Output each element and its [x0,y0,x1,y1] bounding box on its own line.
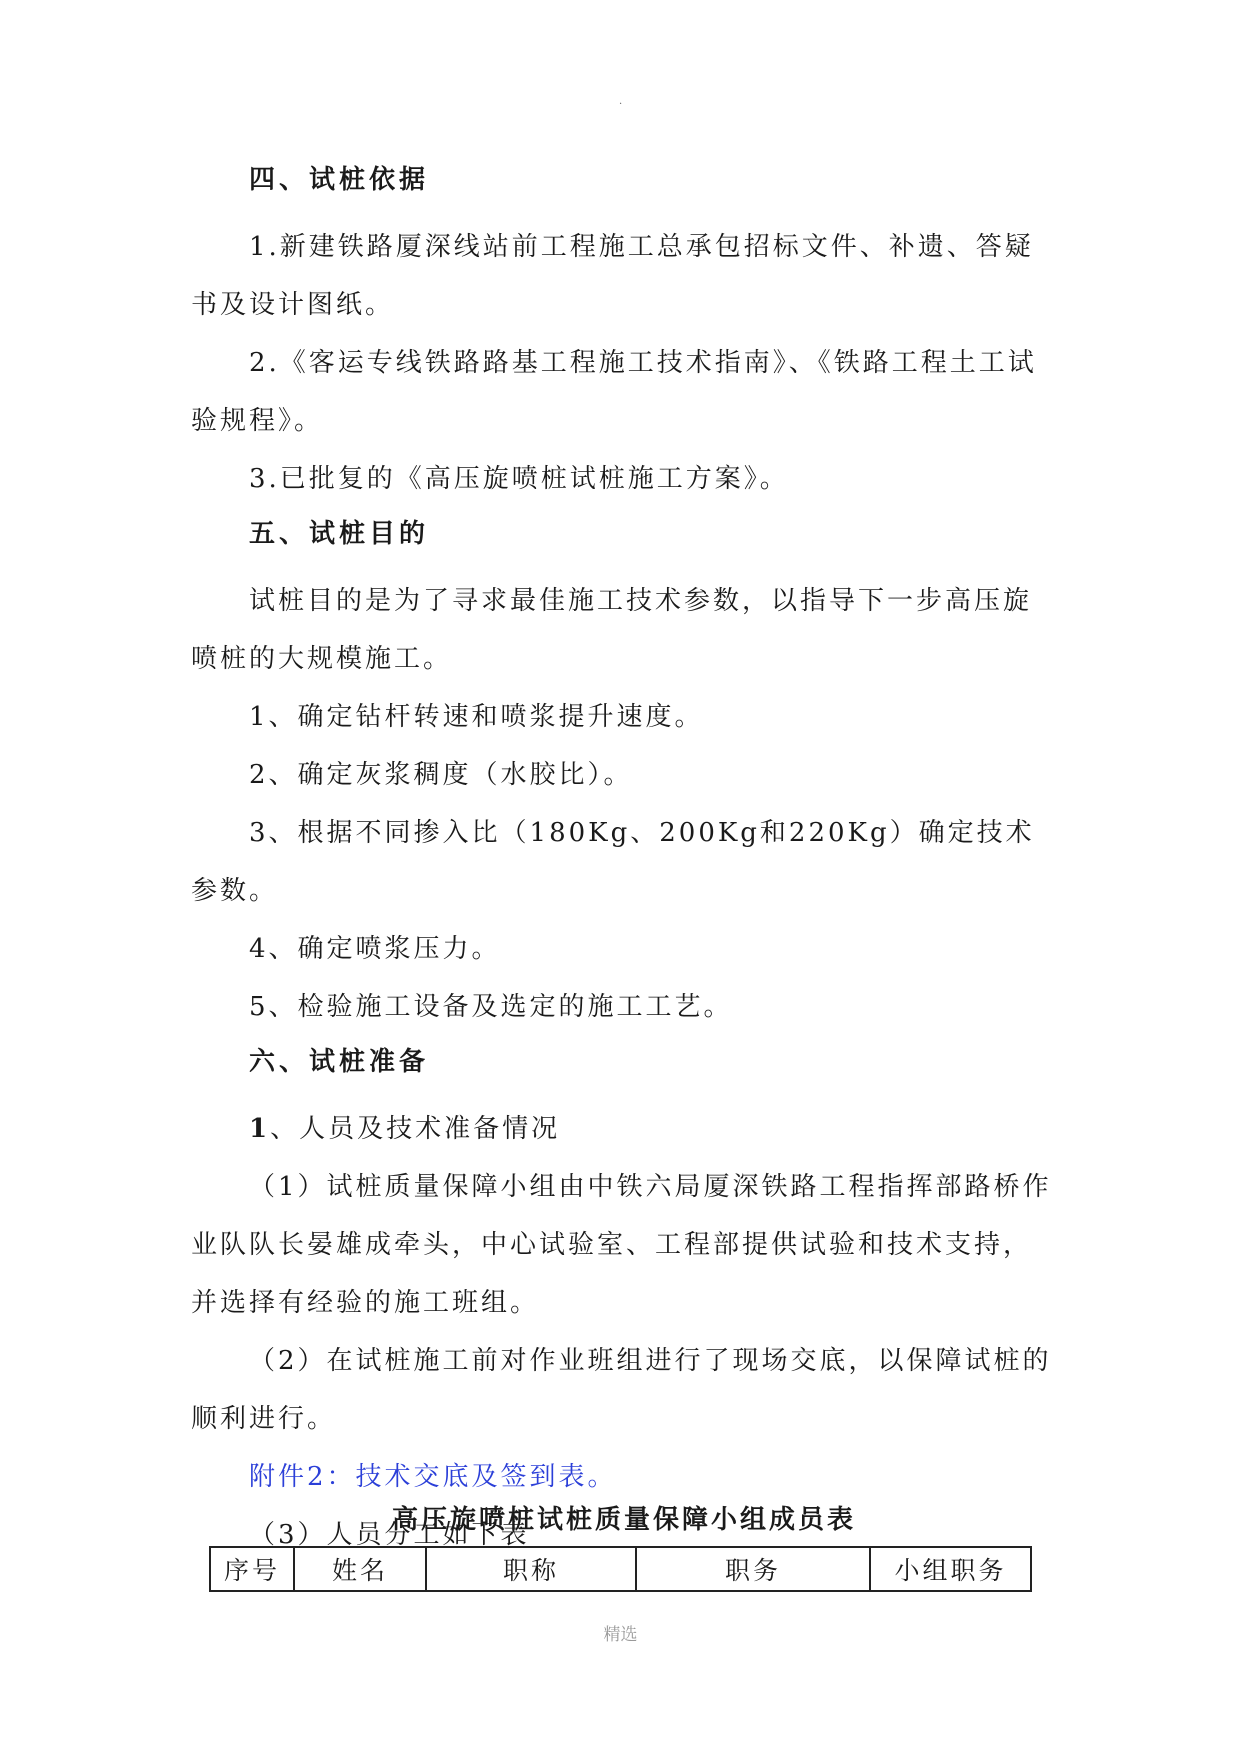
header-cell-group-role: 小组职务 [870,1547,1031,1591]
header-cell-index: 序号 [210,1547,294,1591]
page-top-mark: . [619,96,623,107]
subheading-text: 、人员及技术准备情况 [270,1114,561,1144]
section-heading-purpose: 五、试桩目的 [249,519,430,549]
purpose-item-2: 2、确定灰浆稠度（水胶比）。 [249,760,633,790]
purpose-item-3: 3、根据不同掺入比（180Kg、200Kg和220Kg）确定技术参数。 [191,818,1035,906]
document-body [191,160,1057,1564]
purpose-item-1: 1、确定钻杆转速和喷浆提升速度。 [249,702,704,732]
staff-note: （3）人员分工如下表 [249,1520,530,1550]
header-cell-title: 职称 [426,1547,636,1591]
basis-item-2: 2.《客运专线铁路路基工程施工技术指南》、《铁路工程土工试验规程》。 [191,348,1037,436]
table-header-row [210,1547,1031,1591]
purpose-item-4: 4、确定喷浆压力。 [249,934,501,964]
basis-item-1: 1.新建铁路厦深线站前工程施工总承包招标文件、补遗、答疑书及设计图纸。 [191,232,1034,320]
header-cell-position: 职务 [636,1547,870,1591]
table-title: 高压旋喷桩试桩质量保障小组成员表 [391,1505,856,1535]
purpose-item-5: 5、检验施工设备及选定的施工工艺。 [249,992,733,1022]
basis-item-3: 3.已批复的《高压旋喷桩试桩施工方案》。 [249,464,789,494]
members-table [209,1546,1032,1592]
page-footer: 精选 [603,1625,638,1645]
section-heading-preparation: 六、试桩准备 [249,1047,430,1077]
preparation-item-2: （2）在试桩施工前对作业班组进行了现场交底，以保障试桩的顺利进行。 [191,1346,1052,1434]
section-heading-basis: 四、试桩依据 [249,165,430,195]
preparation-subheading [191,1100,1057,1158]
attachment-note: 附件2：技术交底及签到表。 [249,1462,617,1492]
purpose-intro: 试桩目的是为了寻求最佳施工技术参数，以指导下一步高压旋喷桩的大规模施工。 [191,586,1033,674]
preparation-item-1: （1）试桩质量保障小组由中铁六局厦深铁路工程指挥部路桥作业队队长晏雄成牵头，中心试验室、工程部提供试验和技术支持，并选择有经验的施工班组。 [191,1172,1052,1318]
header-cell-name: 姓名 [294,1547,426,1591]
subheading-number: 1 [249,1114,271,1144]
